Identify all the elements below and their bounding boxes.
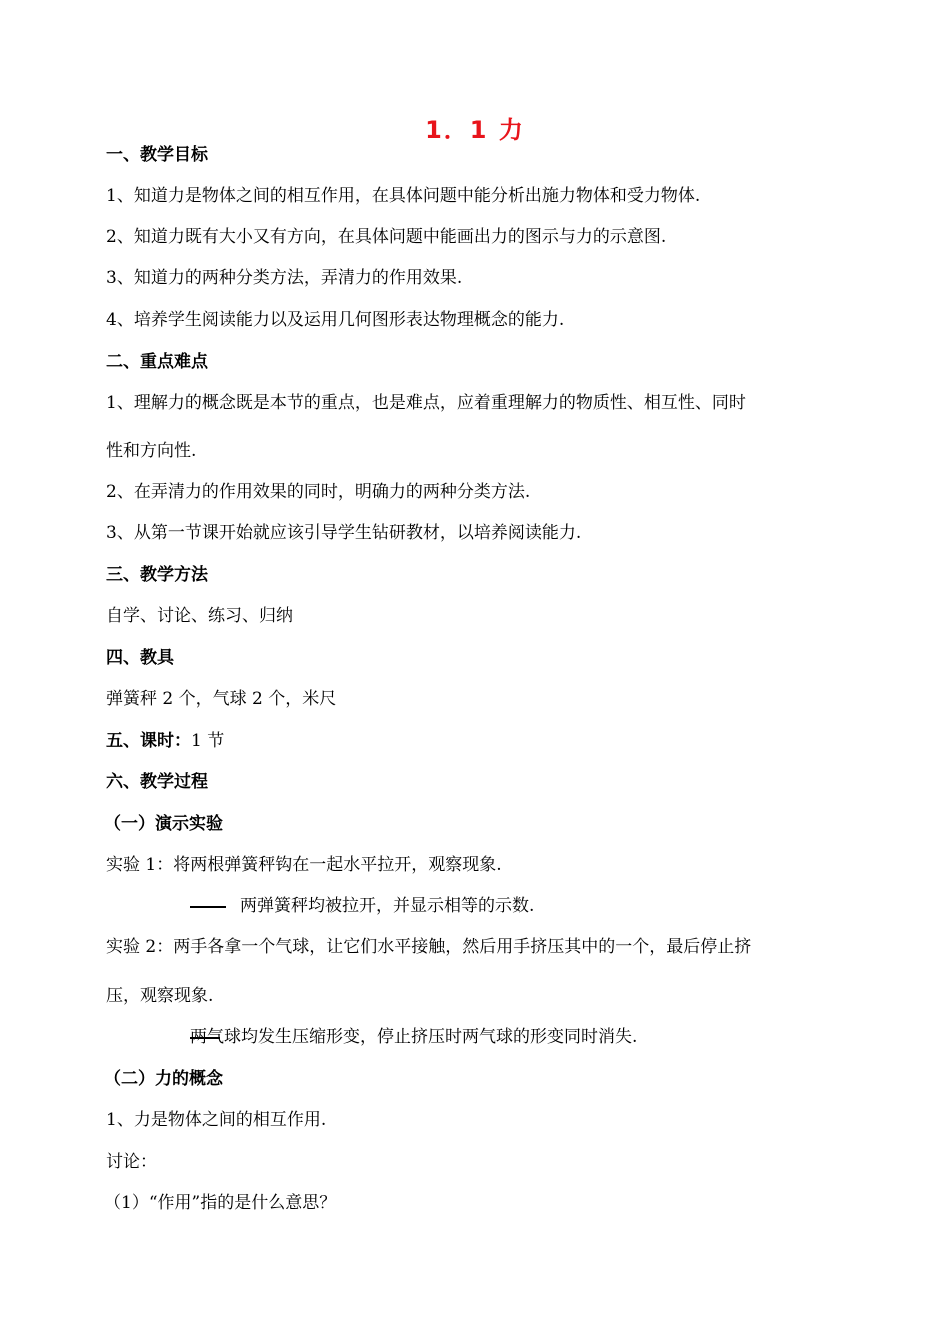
discussion-label: 讨论：: [106, 1152, 157, 1172]
struck-character: 两: [190, 1027, 207, 1047]
key-point-item-continuation: 性和方向性.: [106, 441, 197, 461]
experiment-2: 实验 2：两手各拿一个气球，让它们水平接触，然后用手挤压其中的一个，最后停止挤: [106, 937, 752, 957]
objective-item: 2、知道力既有大小又有方向，在具体问题中能画出力的图示与力的示意图.: [106, 227, 667, 247]
section-heading-methods: 三、教学方法: [106, 565, 208, 585]
key-point-item: 3、从第一节课开始就应该引导学生钻研教材，以培养阅读能力.: [106, 523, 582, 543]
discussion-question: （1）“作用”指的是什么意思？: [104, 1193, 337, 1213]
em-dash-mark: [190, 906, 226, 908]
experiment-2-result: [190, 1026, 637, 1048]
experiment-1-result: [190, 895, 534, 917]
section-heading-class-hours: 五、课时：: [106, 731, 191, 751]
equipment-text: 弹簧秤 2 个，气球 2 个，米尺: [106, 689, 337, 709]
objective-item: 4、培养学生阅读能力以及运用几何图形表达物理概念的能力.: [106, 310, 565, 330]
key-point-item: 2、在弄清力的作用效果的同时，明确力的两种分类方法.: [106, 482, 531, 502]
class-hours-line: [106, 730, 224, 752]
experiment-2-result-text: 气球均发生压缩形变，停止挤压时两气球的形变同时消失.: [207, 1027, 638, 1047]
strike-line: [190, 1037, 220, 1039]
methods-text: 自学、讨论、练习、归纳: [106, 606, 293, 626]
section-heading-equipment: 四、教具: [106, 648, 174, 668]
experiment-2-continuation: 压，观察现象.: [106, 986, 214, 1006]
subsection-heading-demo: （一）演示实验: [104, 814, 223, 834]
subsection-heading-concept: （二）力的概念: [104, 1069, 223, 1089]
section-heading-key-points: 二、重点难点: [106, 352, 208, 372]
struck-text: [190, 1026, 207, 1048]
experiment-1-result-text: 两弹簧秤均被拉开，并显示相等的示数.: [240, 896, 535, 916]
objective-item: 1、知道力是物体之间的相互作用，在具体问题中能分析出施力物体和受力物体.: [106, 186, 701, 206]
class-hours-value: 1 节: [191, 731, 225, 751]
section-heading-objectives: 一、教学目标: [106, 145, 208, 165]
concept-item: 1、力是物体之间的相互作用.: [106, 1110, 327, 1130]
section-heading-process: 六、教学过程: [106, 772, 208, 792]
objective-item: 3、知道力的两种分类方法，弄清力的作用效果.: [106, 268, 463, 288]
key-point-item: 1、理解力的概念既是本节的重点，也是难点，应着重理解力的物质性、相互性、同时: [106, 393, 746, 413]
experiment-1: 实验 1：将两根弹簧秤钩在一起水平拉开，观察现象.: [106, 855, 502, 875]
page-title: 1．1 力: [425, 116, 525, 144]
